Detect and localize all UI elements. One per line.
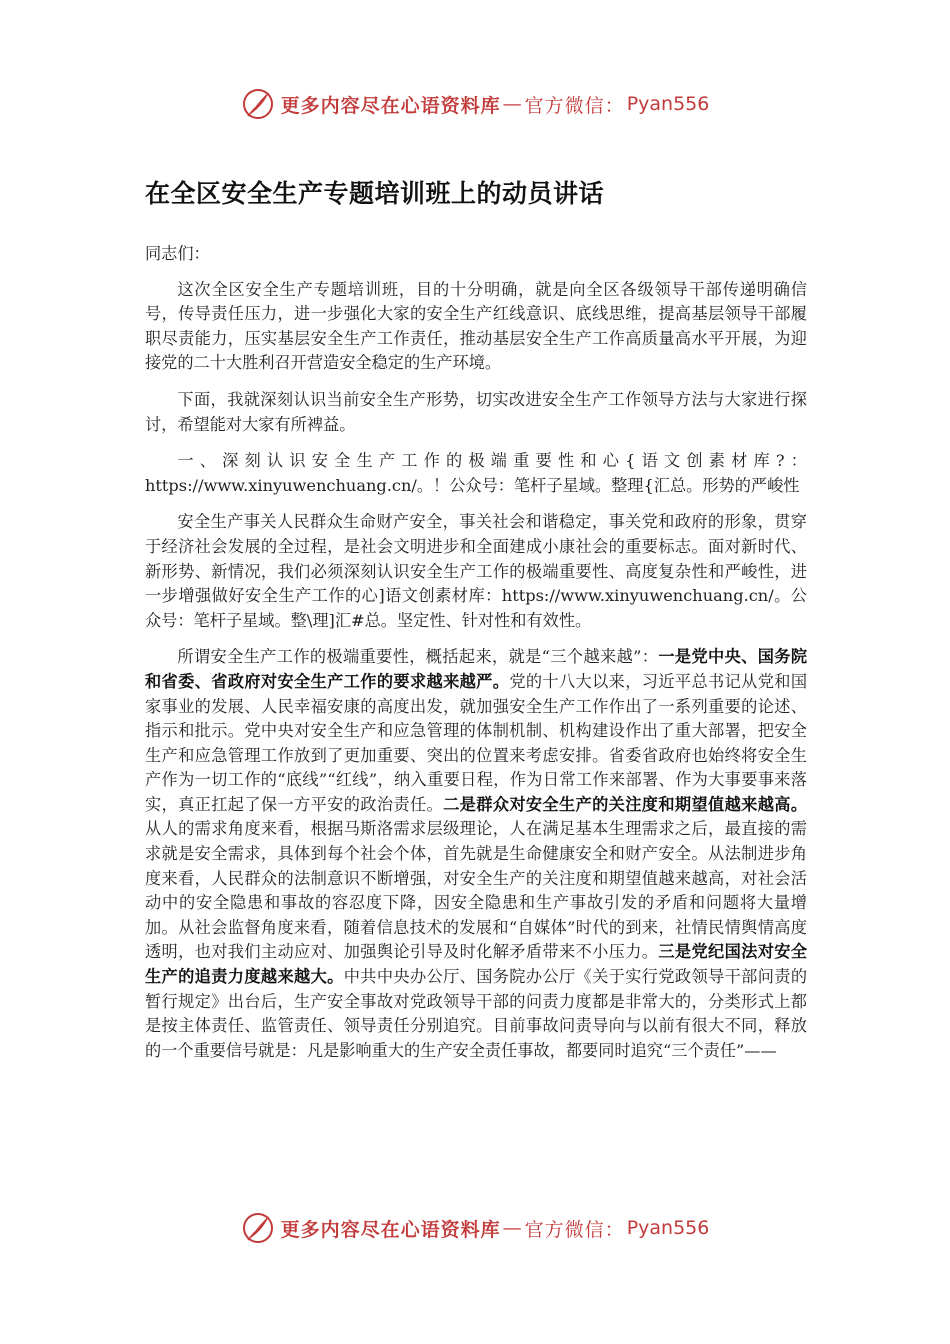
banner-wechat-id: Pyan556 bbox=[626, 93, 710, 115]
point-2-heading: 二是群众对安全生产的关注度和期望值越来越高。 bbox=[443, 794, 808, 814]
document-title: 在全区安全生产专题培训班上的动员讲话 bbox=[145, 179, 605, 208]
salutation: 同志们： bbox=[145, 244, 210, 263]
banner-wechat-id: Pyan556 bbox=[626, 1217, 710, 1239]
paragraph-1: 这次全区安全生产专题培训班，目的十分明确，就是向全区各级领导干部传递明确信号，传导责任压力，进一步强化大家的安全生产红线意识、底线思维，提高基层领导干部履职尽责能力，压实基层安全生产工作责任，推动基层安全生产工作高质量高水平开展，为迎接党的二十大胜利召开营造安全稳定的生产环境。 bbox=[145, 279, 807, 373]
point-2-text: 从人的需求角度来看，根据马斯洛需求层级理论，人在满足基本生理需求之后，最直接的需求就是安全需求，具体到每个社会个体，首先就是生命健康安全和财产安全。从法制进步角度来看，人民群众的法制意识不断增强，对安全生产的关注度和期望值越来越高，对社会活动中的安全隐患和事故的容忍度下降，因安全隐患和生产事故引发的矛盾和问题将大量增加。从社会监督角度来看，随着信息技术的发展和“自媒体”时代的到来，社情民情舆情高度透明，也对我们主动应对、加强舆论引导及时化解矛盾带来不小压力。 bbox=[145, 819, 807, 962]
point-3-heading: 三是党纪国法对安全生产的追责力度越来越大。 bbox=[145, 942, 808, 987]
banner-brand: 更多内容尽在心语资料库 bbox=[280, 94, 501, 117]
banner-separator: — bbox=[502, 93, 523, 115]
document-body bbox=[145, 172, 807, 1075]
header-banner bbox=[0, 84, 950, 124]
feather-logo-icon bbox=[241, 87, 275, 121]
section-heading-1: 一、深刻认识安全生产工作的极端重要性和心{语文创素材库?：https://www.xinyuwenchuang.cn/。！公众号：笔杆子星域。整理{汇总。形势的严峻性 bbox=[145, 451, 807, 495]
paragraph-4: 安全生产事关人民群众生命财产安全，事关社会和谐稳定，事关党和政府的形象，贯穿于经济社会发展的全过程，是社会文明进步和全面建成小康社会的重要标志。面对新时代、新形势、新情况，我们必须深刻认识安全生产工作的极端重要性、高度复杂性和严峻性，进一步增强做好安全生产工作的心]语文创素材库：https://www.xinyuwenchuang.cn/。公众号：笔杆子星域。整\理]汇#总。坚定性、针对性和有效性。 bbox=[145, 512, 807, 630]
paragraph-5-intro: 所谓安全生产工作的极端重要性，概括起来，就是“三个越来越”： bbox=[177, 647, 659, 667]
banner-suffix: 官方微信： bbox=[524, 94, 625, 117]
point-1-text: 党的十八大以来，习近平总书记从党和国家事业的发展、人民幸福安康的高度出发，就加强安全生产工作作出了一系列重要的论述、指示和批示。党中央对安全生产和应急管理的体制机制、机构建设作出了重大部署，把安全生产和应急管理工作放到了更加重要、突出的位置来考虑安排。省委省政府也始终将安全生产作为一切工作的“底线”“红线”，纳入重要日程，作为日常工作来部署、作为大事要事来落实，真正扛起了保一方平安的政治责任。 bbox=[145, 671, 808, 814]
paragraph-2: 下面，我就深刻认识当前安全生产形势，切实改进安全生产工作领导方法与大家进行探讨，希望能对大家有所裨益。 bbox=[145, 389, 807, 434]
banner-suffix: 官方微信： bbox=[524, 1218, 625, 1241]
banner-brand: 更多内容尽在心语资料库 bbox=[280, 1218, 501, 1241]
point-1-heading: 一是党中央、国务院和省委、省政府对安全生产工作的要求越来越严。 bbox=[145, 647, 808, 691]
banner-separator: — bbox=[502, 1217, 523, 1239]
point-3-text: 中共中央办公厅、国务院办公厅《关于实行党政领导干部问责的暂行规定》出台后，生产安全事故对党政领导干部的问责力度都是非常大的，分类形式上都是按主体责任、监管责任、领导责任分别追究。目前事故问责导向与以前有很大不同，释放的一个重要信号就是：凡是影响重大的生产安全责任事故，都要同时追究“三个责任”—— bbox=[145, 967, 808, 1060]
feather-logo-icon bbox=[241, 1211, 275, 1245]
paragraph-5 bbox=[145, 645, 807, 1063]
footer-banner bbox=[0, 1208, 950, 1248]
